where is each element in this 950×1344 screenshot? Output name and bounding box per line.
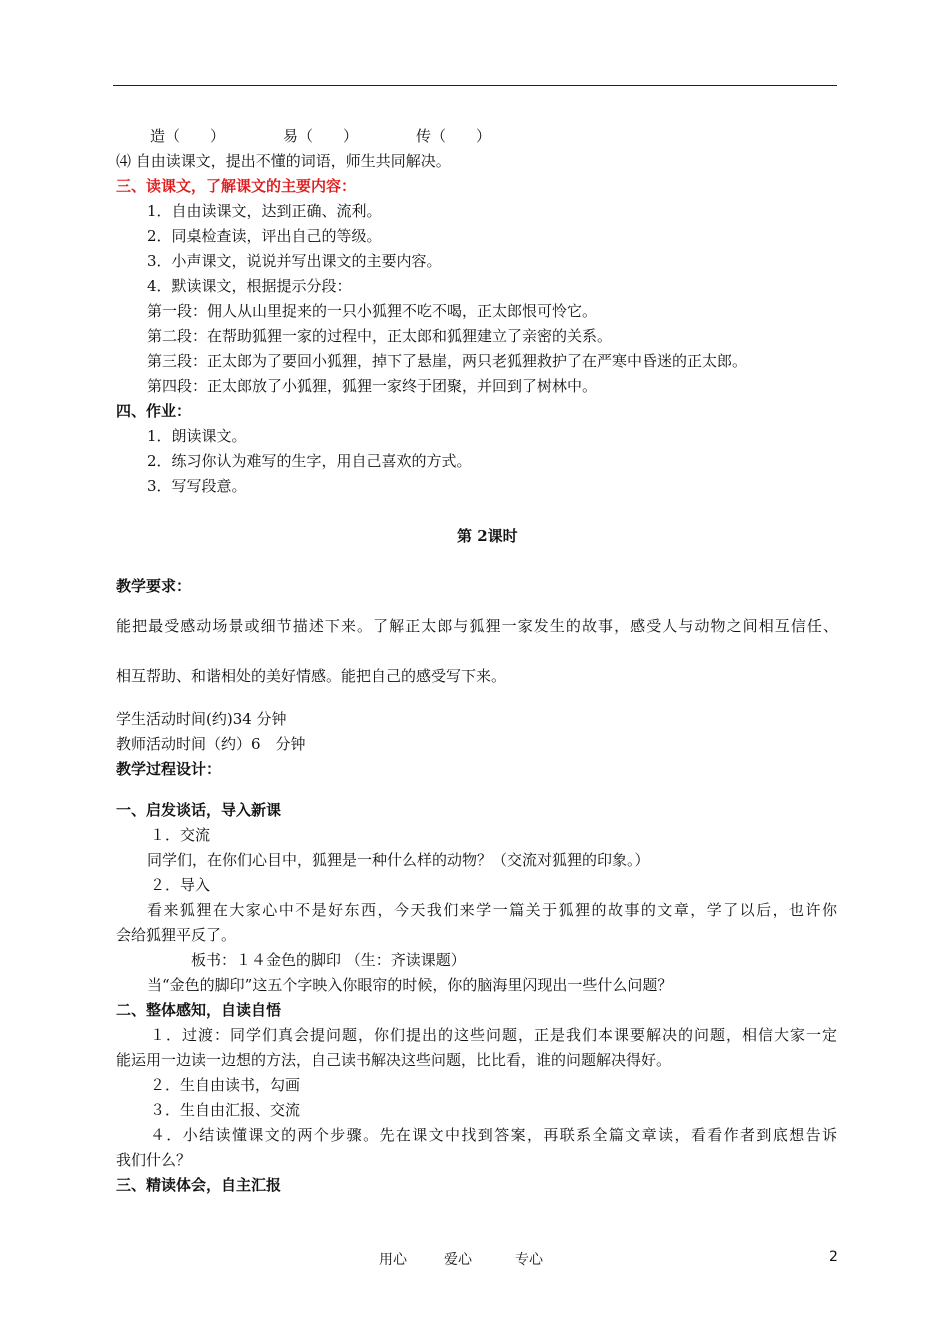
list-item: 3．小声课文，说说并写出课文的主要内容。 xyxy=(147,252,442,270)
list-item: １．交流 xyxy=(150,826,211,844)
lesson-title: 第 2课时 xyxy=(457,527,518,545)
paragraph-cont: 我们什么？ xyxy=(116,1151,192,1169)
section-1-heading: 一、启发谈话，导入新课 xyxy=(116,801,282,819)
requirements-line-1: 能把最受感动场景或细节描述下来。了解正太郎与狐狸一家发生的故事，感受人与动物之间相互信任、 xyxy=(116,617,838,635)
list-item: 1．朗读课文。 xyxy=(147,427,247,445)
student-time: 学生活动时间(约)34 分钟 xyxy=(116,710,287,728)
paragraph: 看来狐狸在大家心中不是好东西，今天我们来学一篇关于狐狸的故事的文章，学了以后，也许你 xyxy=(147,901,837,919)
paragraph-cont: 能运用一边读一边想的方法，自己读书解决这些问题，比比看，谁的问题解决得好。 xyxy=(116,1051,672,1069)
list-item: 2．练习你认为难写的生字，用自己喜欢的方式。 xyxy=(147,452,472,470)
requirements-heading: 教学要求： xyxy=(116,577,192,595)
paragraph-4: 第四段：正太郎放了小狐狸，狐狸一家终于团聚，并回到了树林中。 xyxy=(147,377,598,395)
char-fill-line xyxy=(150,126,491,146)
blackboard-note: 板书：１４金色的脚印 （生：齐读课题） xyxy=(191,951,466,969)
page-number: 2 xyxy=(829,1249,838,1265)
paragraph-2: 第二段：在帮助狐狸一家的过程中，正太郎和狐狸建立了亲密的关系。 xyxy=(147,327,613,345)
char-yi: 易（ ） xyxy=(283,127,359,145)
paragraph: 当“金色的脚印”这五个字映入你眼帘的时候，你的脑海里闪现出一些什么问题？ xyxy=(147,976,673,994)
footer-text-1: 用心 xyxy=(379,1252,407,1268)
section-3-heading-b: 三、精读体会，自主汇报 xyxy=(116,1176,282,1194)
section-3-heading: 三、读课文，了解课文的主要内容： xyxy=(116,177,357,195)
list-item: １．过渡：同学们真会提问题，你们提出的这些问题，正是我们本课要解决的问题，相信大家一定 xyxy=(150,1026,837,1044)
list-item: 1．自由读课文，达到正确、流利。 xyxy=(147,202,382,220)
char-chuan: 传（ ） xyxy=(416,127,492,145)
list-item: ３．生自由汇报、交流 xyxy=(150,1101,301,1119)
list-item: 3．写写段意。 xyxy=(147,477,247,495)
list-item: ４．小结读懂课文的两个步骤。先在课文中找到答案，再联系全篇文章读，看看作者到底想告诉 xyxy=(150,1126,837,1144)
teacher-time: 教师活动时间（约）6 分钟 xyxy=(116,735,306,753)
section-4-heading: 四、作业： xyxy=(116,402,192,420)
process-heading: 教学过程设计： xyxy=(116,760,222,778)
footer-text-3: 专心 xyxy=(515,1252,543,1268)
list-item: 4．默读课文，根据提示分段： xyxy=(147,277,352,295)
footer-text-2: 爱心 xyxy=(444,1252,472,1268)
step-4-text: ⑷ 自由读课文，提出不懂的词语，师生共同解决。 xyxy=(116,152,451,170)
list-item: ２．生自由读书，勾画 xyxy=(150,1076,301,1094)
section-2-heading: 二、整体感知，自读自悟 xyxy=(116,1001,282,1019)
paragraph-cont: 会给狐狸平反了。 xyxy=(116,926,237,944)
header-rule xyxy=(113,85,837,86)
paragraph: 同学们，在你们心目中，狐狸是一种什么样的动物？（交流对狐狸的印象。） xyxy=(147,851,650,869)
paragraph-3: 第三段：正太郎为了要回小狐狸，掉下了悬崖，两只老狐狸救护了在严寒中昏迷的正太郎。 xyxy=(147,352,748,370)
paragraph-1: 第一段：佣人从山里捉来的一只小狐狸不吃不喝，正太郎恨可怜它。 xyxy=(147,302,598,320)
requirements-line-2: 相互帮助、和谐相处的美好情感。能把自己的感受写下来。 xyxy=(116,667,507,685)
list-item: 2．同桌检查读，评出自己的等级。 xyxy=(147,227,382,245)
char-zao: 造（ ） xyxy=(150,127,226,145)
list-item: ２．导入 xyxy=(150,876,211,894)
